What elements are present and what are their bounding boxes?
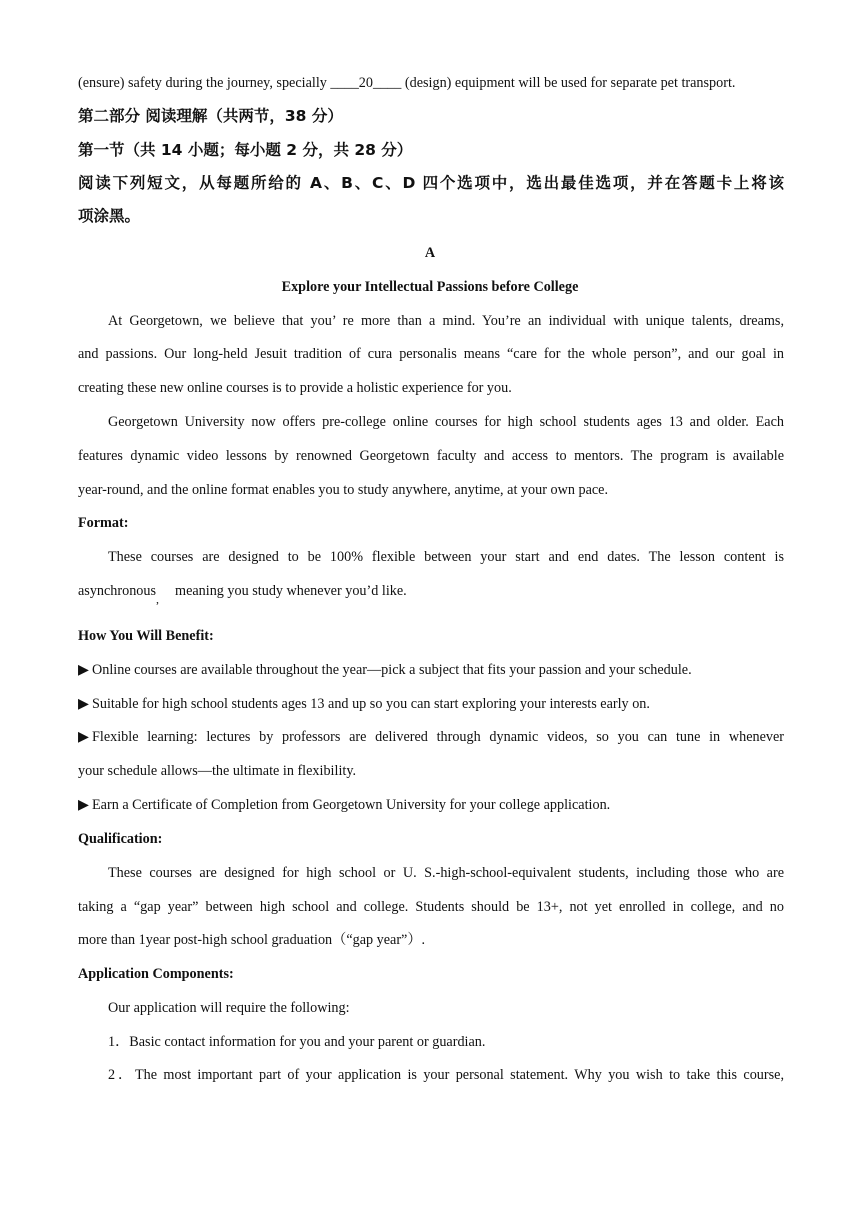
sentence-start: (ensure) safety during the journey, specially	[78, 75, 331, 91]
top-sentence	[78, 74, 784, 92]
format-line-2	[78, 582, 784, 606]
application-item-1: 1．Basic contact information for you and your parent or guardian.	[108, 1034, 486, 1050]
benefit-item-1	[78, 661, 784, 679]
bullet-icon: ▶	[78, 797, 89, 813]
bullet-icon: ▶	[78, 662, 89, 678]
p2-line-2: features dynamic video lessons by renowned Georgetown faculty and access to mentors. The program is available	[78, 448, 784, 464]
benefit-text: Suitable for high school students ages 13 and up so you can start exploring your interests early on.	[92, 696, 650, 712]
format-word: asynchronous	[78, 583, 157, 599]
application-intro: Our application will require the following:	[108, 1000, 350, 1016]
benefit-heading: How You Will Benefit:	[78, 628, 214, 644]
blank-20: ____20____	[330, 75, 402, 91]
benefit-item-2	[78, 695, 784, 713]
application-item-2: 2．The most important part of your application is your personal statement. Why you wish to take this course,	[108, 1067, 784, 1083]
section-heading: 第一节（共 14 小题；每小题 2 分，共 28 分）	[78, 141, 413, 159]
part-heading: 第二部分 阅读理解（共两节，38 分）	[78, 107, 343, 125]
sentence-end: (design) equipment will be used for separate pet transport.	[401, 75, 736, 91]
qualification-heading: Qualification:	[78, 831, 163, 847]
format-rest: meaning you study whenever you’d like.	[175, 583, 407, 599]
p2-line-1: Georgetown University now offers pre-college online courses for high school students ages 13 and older. Each	[108, 414, 784, 430]
qualification-line-3: more than 1year post-high school graduation（“gap year”）.	[78, 932, 426, 948]
benefit-text: Earn a Certificate of Completion from Georgetown University for your college application.	[92, 797, 611, 813]
format-comma: ,	[156, 592, 160, 606]
p1-line-3: creating these new online courses is to provide a holistic experience for you.	[78, 380, 512, 396]
directions-line-1: 阅读下列短文，从每题所给的 A、B、C、D 四个选项中，选出最佳选项，并在答题卡上将该	[78, 174, 784, 192]
bullet-icon: ▶	[78, 696, 89, 712]
format-line-1: These courses are designed to be 100% flexible between your start and end dates. The lesson content is	[108, 549, 784, 565]
qualification-line-1: These courses are designed for high school or U. S.-high-school-equivalent students, including those who are	[108, 865, 784, 881]
benefit-item-3	[78, 728, 784, 746]
benefit-text: Flexible learning: lectures by professors are delivered through dynamic videos, so you can tune in whenever	[92, 729, 784, 745]
passage-letter: A	[424, 245, 436, 261]
application-heading: Application Components:	[78, 966, 234, 982]
p1-line-2: and passions. Our long-held Jesuit tradition of cura personalis means “care for the whole person”, and our goal in	[78, 346, 784, 362]
directions-line-2: 项涂黑。	[78, 207, 141, 225]
benefit-text: Online courses are available throughout the year—pick a subject that fits your passion and your schedule.	[92, 662, 692, 678]
qualification-line-2: taking a “gap year” between high school and college. Students should be 13+, not yet enrolled in college, and no	[78, 899, 784, 915]
p1-line-1: At Georgetown, we believe that you’ re more than a mind. You’re an individual with unique talents, dreams,	[108, 313, 784, 329]
bullet-icon: ▶	[78, 729, 89, 745]
format-heading: Format:	[78, 515, 129, 531]
passage-title: Explore your Intellectual Passions before College	[281, 279, 579, 295]
p2-line-3: year-round, and the online format enables you to study anywhere, anytime, at your own pace.	[78, 482, 609, 498]
benefit-item-4	[78, 796, 784, 814]
benefit-item-3-cont: your schedule allows—the ultimate in flexibility.	[78, 763, 357, 779]
